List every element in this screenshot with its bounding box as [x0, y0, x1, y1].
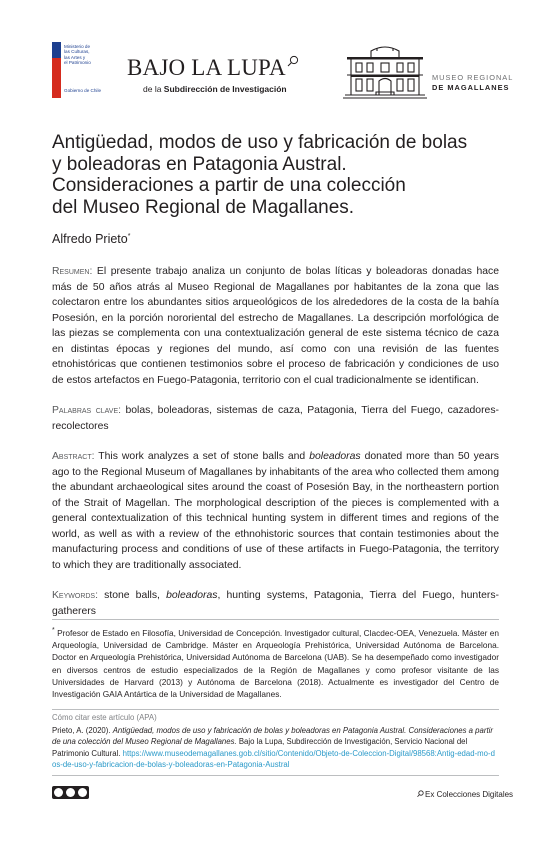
- title-line: y boleadoras en Patagonia Austral.: [52, 153, 347, 175]
- title-line: Antigüedad, modos de uso y fabricación de bolas: [52, 132, 468, 153]
- series-title: BAJO LA LUPA: [127, 55, 299, 81]
- government-logo: [52, 42, 114, 98]
- title-line: del Museo Regional de Magallanes.: [52, 196, 355, 218]
- divider: [52, 709, 499, 710]
- museum-name: MUSEO REGIONAL DE MAGALLANES: [432, 73, 514, 92]
- resumen-paragraph: Resumen: El presente trabajo analiza un conjunto de bolas líticas y boleadoras donadas hace más de 50 años atrás al Museo Regional de Magallanes por habitantes de la zona que las colectaron entre los abundantes sitios arqueológicos de los alrededores de la costa de la bahía Posesión, en la porción nororiental del estrecho de Magallanes. La descripción morfológica de las piezas se complementa con una contextualización general de este sistema técnico de caza en distintas épocas y regiones del mundo, así como con una revisión de las fuentes etnohistóricas que contienen testimonios sobre el proceso de fabricación y condiciones de uso de estos artefactos en Fuego-Patagonia, territorio con el cual tradicionalmente se identifican.: [52, 266, 499, 386]
- divider: [52, 619, 499, 620]
- author-footnote: * Profesor de Estado en Filosofía, Universidad de Concepción. Investigador cultural, Clacdec-OEA, Venezuela. Máster en Arqueología, Universidad de Cambridge. Máster en Arqueología Prehistórica, Universidad Autónoma de Barcelona. Doctor en Arqueología Prehistórica, Universidad Autónoma de Barcelona (UAB). Se ha desempeñado como investigador en diversos centros de estudio especializados de la Región de Magallanes y como profesor visitante de las Universidades de Harvard (2013) y Autónoma de Barcelona (2018). Actualmente es investigador del Centro de Investigación GAIA Antártica de la Universidad de Magallanes.: [52, 627, 499, 700]
- creative-commons-by-nc-nd-icon[interactable]: [52, 786, 89, 799]
- abstract-label: Abstract:: [52, 451, 95, 462]
- citation: Prieto, A. (2020). Antigüedad, modos de uso y fabricación de bolas y boleadoras en Patagonia Austral. Consideraciones a partir de una colección del Museo Regional de Magallanes. Bajo la Lupa, Subdirección de Investigación, Servicio Nacional del Patrimonio Cultural. https://www.museodemagallanes.gob.cl/sitio/Contenido/Objeto-de-Coleccion-Digital/98568:Antig-edad-mo-dos-de-uso-y-fabricacion-de-bolas-y-boleadoras-en-Patagonia-Austral: [52, 726, 495, 769]
- series-subtitle: de la Subdirección de Investigación: [143, 84, 287, 94]
- citation-label: Cómo citar este artículo (APA): [52, 713, 157, 722]
- divider: [52, 775, 499, 776]
- gov-line: las Culturas,: [64, 49, 90, 55]
- gov-line: las Artes y: [64, 54, 86, 60]
- gov-line: el Patrimonio: [64, 60, 91, 66]
- palabras-clave-paragraph: Palabras clave: bolas, boleadoras, sistemas de caza, Patagonia, Tierra del Fuego, cazadores-recolectores: [52, 405, 499, 432]
- keywords-paragraph: Keywords: stone balls, boleadoras, hunting systems, Patagonia, Tierra del Fuego, hunters-gatherers: [52, 590, 499, 617]
- museum-building-logo: [343, 45, 427, 99]
- palabras-label: Palabras clave:: [52, 405, 122, 416]
- author: Alfredo Prieto*: [52, 232, 131, 246]
- gov-small: Gobierno de Chile: [64, 87, 102, 93]
- resumen-label: Resumen:: [52, 266, 93, 277]
- article-title: [52, 132, 472, 218]
- title-line: Consideraciones a partir de una colección: [52, 175, 406, 196]
- gov-line: Ministerio de: [64, 44, 91, 49]
- citation-link[interactable]: https://www.museodemagallanes.gob.cl/sitio/Contenido/Objeto-de-Coleccion-Digital/98568:Antig-edad-mo-dos-de-uso-y-fabricacion-de-bolas-y-boleadoras-en-Patagonia-Austral: [52, 748, 495, 769]
- magnifier-icon: [287, 55, 299, 69]
- abstract-paragraph: Abstract: This work analyzes a set of stone balls and boleadoras donated more than 50 years ago to the Regional Museum of Magallanes by inhabitants of the area who collected them among the abundant archaeological sites around the coast of Posesión Bay, in the northeastern portion of the Strait of Magellan. The morphological description of the pieces is complemented with a general contextualization of this technical hunting system in different times and regions of the world, as well as with a review of the ethnohistoric sources that contain testimonies about the manufacturing process and conditions of use of these artifacts in Fuego-Patagonia, the territory to which they are traditionally associated.: [52, 451, 499, 571]
- keywords-label: Keywords:: [52, 590, 98, 601]
- magnifier-icon: [417, 790, 424, 798]
- ex-colecciones-digitales: Ex Colecciones Digitales: [417, 790, 513, 799]
